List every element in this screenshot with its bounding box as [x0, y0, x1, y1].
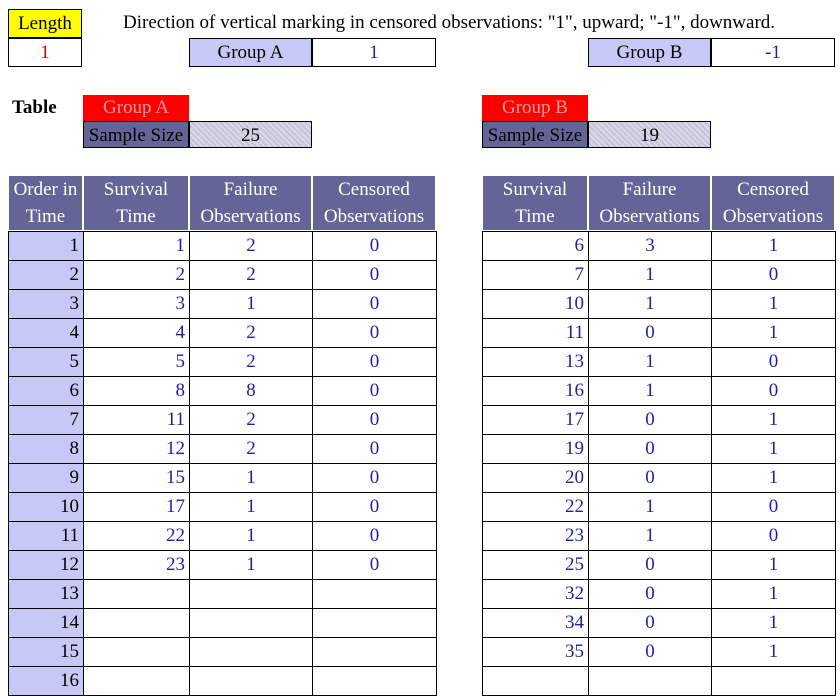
- censored-cell[interactable]: 1: [712, 435, 836, 464]
- survival-time-cell[interactable]: [84, 609, 190, 638]
- survival-time-cell[interactable]: 13: [483, 348, 589, 377]
- table-row: [483, 261, 836, 290]
- failure-cell[interactable]: 1: [190, 551, 313, 580]
- group-a-header-censored: Censored Observations: [312, 175, 436, 231]
- failure-cell[interactable]: 1: [190, 290, 313, 319]
- group-b-header-failure: Failure Observations: [588, 175, 711, 231]
- censored-cell[interactable]: 0: [313, 406, 437, 435]
- censored-cell[interactable]: 0: [313, 261, 437, 290]
- censored-cell[interactable]: [712, 667, 836, 696]
- table-row: [483, 435, 836, 464]
- failure-cell[interactable]: 2: [190, 348, 313, 377]
- survival-time-cell[interactable]: 5: [84, 348, 190, 377]
- failure-cell[interactable]: 0: [589, 551, 712, 580]
- order-cell[interactable]: 2: [9, 261, 84, 290]
- group-a-direction-label: Group A: [189, 38, 312, 67]
- table-row: [483, 609, 836, 638]
- group-a-header-failure: Failure Observations: [189, 175, 312, 231]
- survival-time-cell[interactable]: 1: [84, 232, 190, 261]
- failure-cell[interactable]: 1: [589, 290, 712, 319]
- order-cell[interactable]: 13: [9, 580, 84, 609]
- censored-cell[interactable]: 1: [712, 609, 836, 638]
- group-a-table: [8, 231, 437, 696]
- failure-cell[interactable]: 0: [589, 319, 712, 348]
- table-row: [9, 522, 437, 551]
- table-row: [9, 580, 437, 609]
- survival-time-cell[interactable]: 19: [483, 435, 589, 464]
- table-row: [483, 406, 836, 435]
- survival-time-cell[interactable]: 10: [483, 290, 589, 319]
- failure-cell[interactable]: 0: [589, 609, 712, 638]
- failure-cell[interactable]: 1: [589, 261, 712, 290]
- censored-cell[interactable]: 0: [313, 290, 437, 319]
- censored-cell[interactable]: 1: [712, 406, 836, 435]
- table-row: [483, 551, 836, 580]
- failure-cell[interactable]: 3: [589, 232, 712, 261]
- censored-cell[interactable]: [313, 667, 437, 696]
- survival-time-cell[interactable]: 11: [84, 406, 190, 435]
- table-row: [9, 348, 437, 377]
- survival-time-cell[interactable]: 20: [483, 464, 589, 493]
- table-row: [483, 638, 836, 667]
- censored-cell[interactable]: 0: [313, 319, 437, 348]
- group-b-sample-size: 19: [588, 121, 711, 148]
- table-row: [9, 667, 437, 696]
- table-row: [9, 435, 437, 464]
- survival-time-cell[interactable]: [483, 667, 589, 696]
- table-row: [9, 319, 437, 348]
- censored-cell[interactable]: 1: [712, 580, 836, 609]
- table-row: [483, 290, 836, 319]
- table-row: [483, 522, 836, 551]
- table-row: [9, 551, 437, 580]
- length-label: Length: [8, 9, 82, 38]
- censored-cell[interactable]: 1: [712, 232, 836, 261]
- censored-cell[interactable]: 1: [712, 319, 836, 348]
- censored-cell[interactable]: 0: [313, 435, 437, 464]
- order-cell[interactable]: 12: [9, 551, 84, 580]
- order-cell[interactable]: 14: [9, 609, 84, 638]
- survival-time-cell[interactable]: 17: [84, 493, 190, 522]
- group-b-direction-value[interactable]: -1: [711, 38, 835, 67]
- table-row: [9, 290, 437, 319]
- failure-cell[interactable]: 0: [589, 406, 712, 435]
- order-cell[interactable]: 4: [9, 319, 84, 348]
- direction-note: Direction of vertical marking in censored observations: "1", upward; "-1", downward.: [123, 12, 776, 33]
- table-row: [9, 377, 437, 406]
- survival-time-cell[interactable]: 12: [84, 435, 190, 464]
- censored-cell[interactable]: 0: [313, 232, 437, 261]
- order-cell[interactable]: 15: [9, 638, 84, 667]
- group-b-sample-size-label: Sample Size: [482, 121, 588, 148]
- group-a-sample-size: 25: [189, 121, 312, 148]
- group-a-direction-value[interactable]: 1: [312, 38, 436, 67]
- group-a-sample-size-label: Sample Size: [83, 121, 189, 148]
- censored-cell[interactable]: 0: [313, 464, 437, 493]
- censored-cell[interactable]: 0: [712, 377, 836, 406]
- survival-time-cell[interactable]: 22: [483, 493, 589, 522]
- table-row: [483, 348, 836, 377]
- table-row: [483, 493, 836, 522]
- censored-cell[interactable]: 0: [313, 377, 437, 406]
- order-cell[interactable]: 10: [9, 493, 84, 522]
- censored-cell[interactable]: 0: [712, 522, 836, 551]
- failure-cell[interactable]: 0: [589, 435, 712, 464]
- survival-time-cell[interactable]: 25: [483, 551, 589, 580]
- survival-time-cell[interactable]: 15: [84, 464, 190, 493]
- failure-cell[interactable]: 1: [190, 493, 313, 522]
- survival-time-cell[interactable]: 16: [483, 377, 589, 406]
- censored-cell[interactable]: 1: [712, 551, 836, 580]
- failure-cell[interactable]: 2: [190, 261, 313, 290]
- failure-cell[interactable]: [589, 667, 712, 696]
- survival-time-cell[interactable]: 4: [84, 319, 190, 348]
- table-row: [483, 377, 836, 406]
- order-cell[interactable]: 8: [9, 435, 84, 464]
- censored-cell[interactable]: 0: [712, 348, 836, 377]
- failure-cell[interactable]: 2: [190, 406, 313, 435]
- order-cell[interactable]: 5: [9, 348, 84, 377]
- table-row: [9, 406, 437, 435]
- survival-time-cell[interactable]: 34: [483, 609, 589, 638]
- order-cell[interactable]: 1: [9, 232, 84, 261]
- censored-cell[interactable]: 1: [712, 464, 836, 493]
- group-b-header-censored: Censored Observations: [711, 175, 835, 231]
- survival-time-cell[interactable]: 2: [84, 261, 190, 290]
- failure-cell[interactable]: [190, 609, 313, 638]
- censored-cell[interactable]: [313, 609, 437, 638]
- order-cell[interactable]: 3: [9, 290, 84, 319]
- survival-time-cell[interactable]: [84, 638, 190, 667]
- survival-time-cell[interactable]: 23: [483, 522, 589, 551]
- failure-cell[interactable]: 0: [589, 580, 712, 609]
- censored-cell[interactable]: 0: [313, 522, 437, 551]
- censored-cell[interactable]: 0: [712, 261, 836, 290]
- length-value[interactable]: 1: [8, 38, 82, 67]
- censored-cell[interactable]: 0: [313, 551, 437, 580]
- table-row: [483, 232, 836, 261]
- censored-cell[interactable]: 0: [313, 493, 437, 522]
- survival-time-cell[interactable]: [84, 580, 190, 609]
- table-row: [483, 667, 836, 696]
- failure-cell[interactable]: 1: [190, 522, 313, 551]
- survival-time-cell[interactable]: 23: [84, 551, 190, 580]
- table-row: [9, 232, 437, 261]
- survival-time-cell[interactable]: 6: [483, 232, 589, 261]
- table-label: Table: [12, 97, 57, 118]
- group-a-header-survival: Survival Time: [83, 175, 189, 231]
- order-cell[interactable]: 11: [9, 522, 84, 551]
- table-row: [9, 464, 437, 493]
- survival-time-cell[interactable]: 32: [483, 580, 589, 609]
- censored-cell[interactable]: [313, 638, 437, 667]
- group-b-header-survival: Survival Time: [482, 175, 588, 231]
- group-a-header-order: Order in Time: [8, 175, 83, 231]
- survival-time-cell[interactable]: [84, 667, 190, 696]
- survival-time-cell[interactable]: 8: [84, 377, 190, 406]
- censored-cell[interactable]: [313, 580, 437, 609]
- order-cell[interactable]: 7: [9, 406, 84, 435]
- failure-cell[interactable]: 1: [589, 348, 712, 377]
- survival-time-cell[interactable]: 11: [483, 319, 589, 348]
- failure-cell[interactable]: 2: [190, 319, 313, 348]
- table-row: [9, 493, 437, 522]
- failure-cell[interactable]: 0: [589, 464, 712, 493]
- order-cell[interactable]: 9: [9, 464, 84, 493]
- table-row: [9, 609, 437, 638]
- failure-cell[interactable]: 2: [190, 435, 313, 464]
- failure-cell[interactable]: 8: [190, 377, 313, 406]
- survival-time-cell[interactable]: 17: [483, 406, 589, 435]
- failure-cell[interactable]: 1: [589, 522, 712, 551]
- failure-cell[interactable]: [190, 580, 313, 609]
- failure-cell[interactable]: [190, 638, 313, 667]
- survival-time-cell[interactable]: 22: [84, 522, 190, 551]
- censored-cell[interactable]: 1: [712, 638, 836, 667]
- censored-cell[interactable]: 0: [712, 493, 836, 522]
- table-row: [9, 261, 437, 290]
- table-row: [9, 638, 437, 667]
- failure-cell[interactable]: 1: [589, 377, 712, 406]
- survival-time-cell[interactable]: 7: [483, 261, 589, 290]
- group-b-name: Group B: [482, 95, 588, 121]
- group-a-name: Group A: [83, 95, 189, 121]
- table-row: [483, 580, 836, 609]
- table-row: [483, 464, 836, 493]
- group-b-direction-label: Group B: [588, 38, 711, 67]
- censored-cell[interactable]: 1: [712, 290, 836, 319]
- failure-cell[interactable]: 0: [589, 638, 712, 667]
- censored-cell[interactable]: 0: [313, 348, 437, 377]
- order-cell[interactable]: 16: [9, 667, 84, 696]
- order-cell[interactable]: 6: [9, 377, 84, 406]
- survival-time-cell[interactable]: 3: [84, 290, 190, 319]
- group-b-table: [482, 231, 836, 696]
- failure-cell[interactable]: 1: [190, 464, 313, 493]
- table-row: [483, 319, 836, 348]
- failure-cell[interactable]: [190, 667, 313, 696]
- failure-cell[interactable]: 1: [589, 493, 712, 522]
- survival-time-cell[interactable]: 35: [483, 638, 589, 667]
- failure-cell[interactable]: 2: [190, 232, 313, 261]
